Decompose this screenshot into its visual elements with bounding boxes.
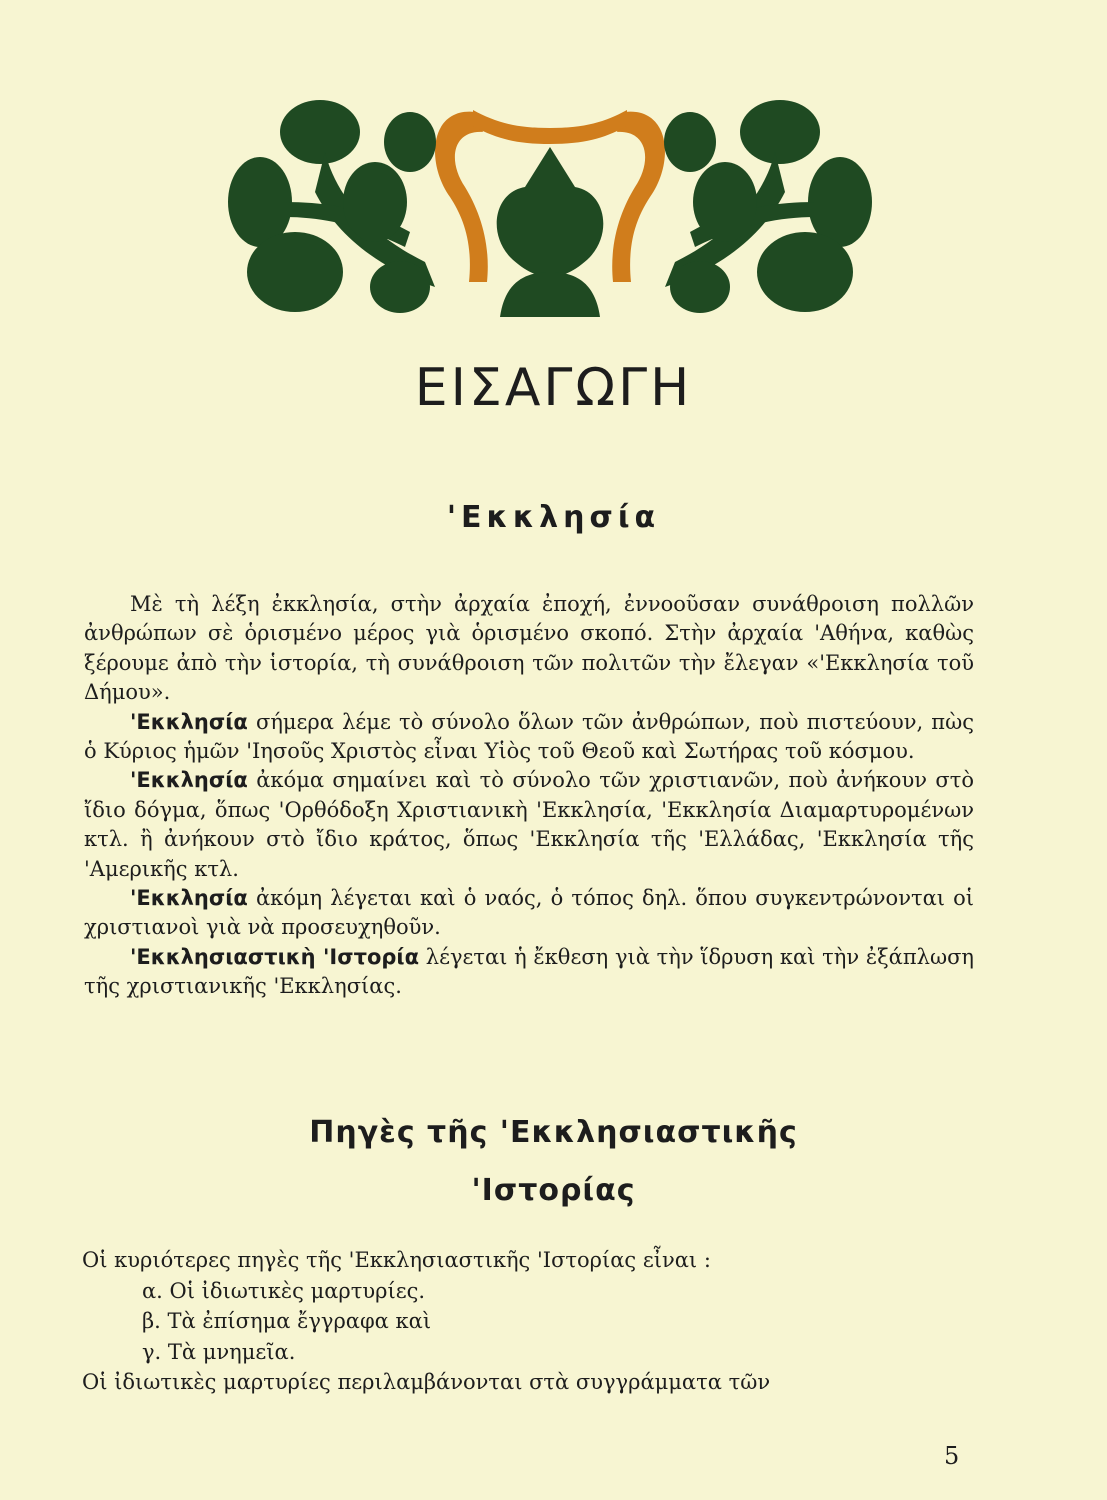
list-item: α. Οἱ ἰδιωτικὲς μαρτυρίες.: [142, 1278, 426, 1303]
term: 'Εκκλησιαστικὴ 'Ιστορία: [130, 944, 420, 969]
sources-continuation: Οἱ ἰδιωτικὲς μαρτυρίες περιλαμβάνονται στὰ συγγράμματα τῶν: [82, 1370, 771, 1394]
section-body-ekklisia: [84, 590, 974, 1002]
paragraph-text: λέγεται ἡ ἔκθεση γιὰ τὴν ἵδρυση καὶ τὴν ἐξάπλωση τῆς χριστιανικῆς 'Εκκλησίας.: [84, 944, 974, 999]
sources-intro: Οἱ κυριότερες πηγὲς τῆς 'Εκκλησιαστικῆς 'Ιστορίας εἶναι :: [82, 1248, 711, 1272]
paragraph: [84, 943, 974, 1002]
section-heading-ekklisia: 'Εκκλησία: [446, 500, 661, 535]
paragraph: [84, 884, 974, 943]
paragraph-text: ἀκόμα σημαίνει καὶ τὸ σύνολο τῶν χριστιανῶν, ποὺ ἀνήκουν στὸ ἴδιο δόγμα, ὅπως 'Ορθόδοξη Χριστιανικὴ 'Εκκλησία, 'Εκκλησία Διαμαρτυρομένων κτλ. ἢ ἀνήκουν στὸ ἴδιο κράτος, ὅπως 'Εκκλησία τῆς 'Ελλάδας, 'Εκκλησία τῆς 'Αμερικῆς κτλ.: [84, 768, 974, 881]
list-item: γ. Τὰ μνημεῖα.: [142, 1339, 296, 1364]
term: 'Εκκλησία: [130, 886, 248, 911]
section-heading-sources-line1: Πηγὲς τῆς 'Εκκλησιαστικῆς: [309, 1115, 798, 1150]
paragraph: [84, 766, 974, 884]
section-body-sources: [82, 1245, 972, 1398]
paragraph: [84, 708, 974, 767]
page-number: 5: [944, 1442, 960, 1470]
section-heading-sources-line2: 'Ιστορίας: [471, 1173, 636, 1208]
paragraph-text: σήμερα λέμε τὸ σύνολο ὅλων τῶν ἀνθρώπων, ποὺ πιστεύουν, πὼς ὁ Κύριος ἡμῶν 'Ιησοῦς Χριστὸς εἶναι Υἱὸς τοῦ Θεοῦ καὶ Σωτήρας τοῦ κόσμου.: [84, 709, 974, 764]
paragraph-text: ἀκόμη λέγεται καὶ ὁ ναός, ὁ τόπος δηλ. ὅπου συγκεντρώνονται οἱ χριστιανοὶ γιὰ νὰ προσευχηθοῦν.: [84, 886, 974, 940]
list-item: β. Τὰ ἐπίσημα ἔγγραφα καὶ: [142, 1309, 432, 1333]
paragraph: [84, 590, 974, 708]
paragraph-text: Μὲ τὴ λέξη ἐκκλησία, στὴν ἀρχαία ἐποχή, ἐννοοῦσαν συνάθροιση πολλῶν ἀνθρώπων σὲ ὁρισμένο μέρος γιὰ ὁρισμένο σκοπό. Στὴν ἀρχαία 'Αθήνα, καθὼς ξέρουμε ἀπὸ τὴν ἱστορία, τὴ συνάθροιση τῶν πολιτῶν τὴν ἔλεγαν «'Εκκλησία τοῦ Δήμου».: [84, 592, 974, 705]
term: 'Εκκλησία: [130, 709, 248, 734]
page-title: ΕΙΣΑΓΩΓΗ: [414, 358, 693, 418]
folk-floral-ornament-icon: [225, 92, 875, 322]
term: 'Εκκλησία: [130, 768, 248, 793]
